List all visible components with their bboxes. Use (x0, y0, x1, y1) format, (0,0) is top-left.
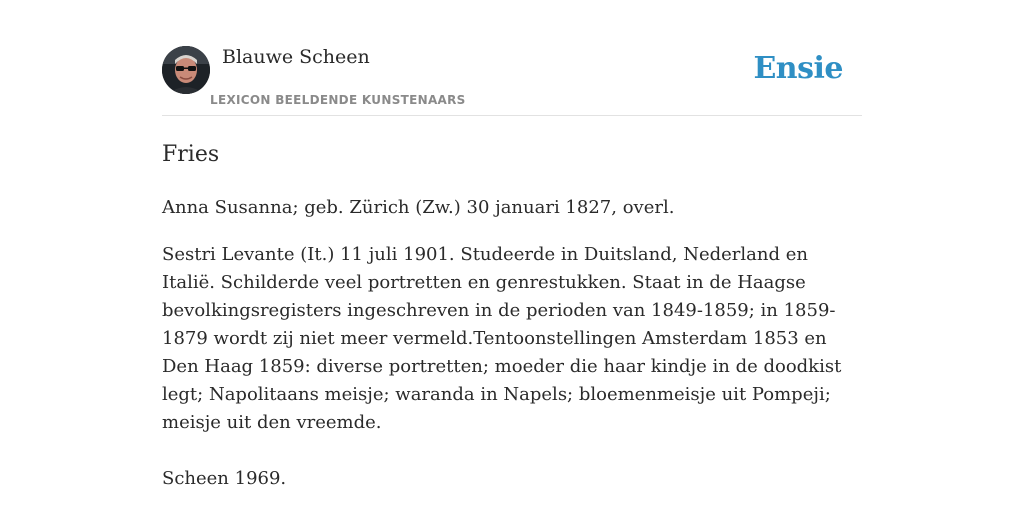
article-source: Scheen 1969. (162, 468, 287, 489)
article-intro: Anna Susanna; geb. Zürich (Zw.) 30 januari 1827, overl. (162, 197, 675, 218)
portrait-avatar-icon (162, 46, 210, 94)
author-name[interactable]: Blauwe Scheen (222, 46, 370, 68)
publication-label[interactable]: LEXICON BEELDENDE KUNSTENAARS (210, 93, 466, 107)
article-title: Fries (162, 142, 220, 167)
article-header (162, 46, 862, 116)
site-logo[interactable]: Ensie (753, 51, 843, 86)
article-content (162, 138, 862, 493)
author-avatar[interactable] (162, 46, 210, 94)
article-body: Sestri Levante (It.) 11 juli 1901. Studeerde in Duitsland, Nederland en Italië. Schilderde veel portretten en genrestukken. Staat in de Haagse bevolkingsregisters ingeschreven in de perioden van 1849-1859; in 1859-1879 wordt zij niet meer vermeld.Tentoonstellingen Amsterdam 1853 en Den Haag 1859: diverse portretten; moeder die haar kindje in de doodkist legt; Napolitaans meisje; waranda in Napels; bloemenmeisje uit Pompeji; meisje uit den vreemde. (162, 244, 842, 433)
